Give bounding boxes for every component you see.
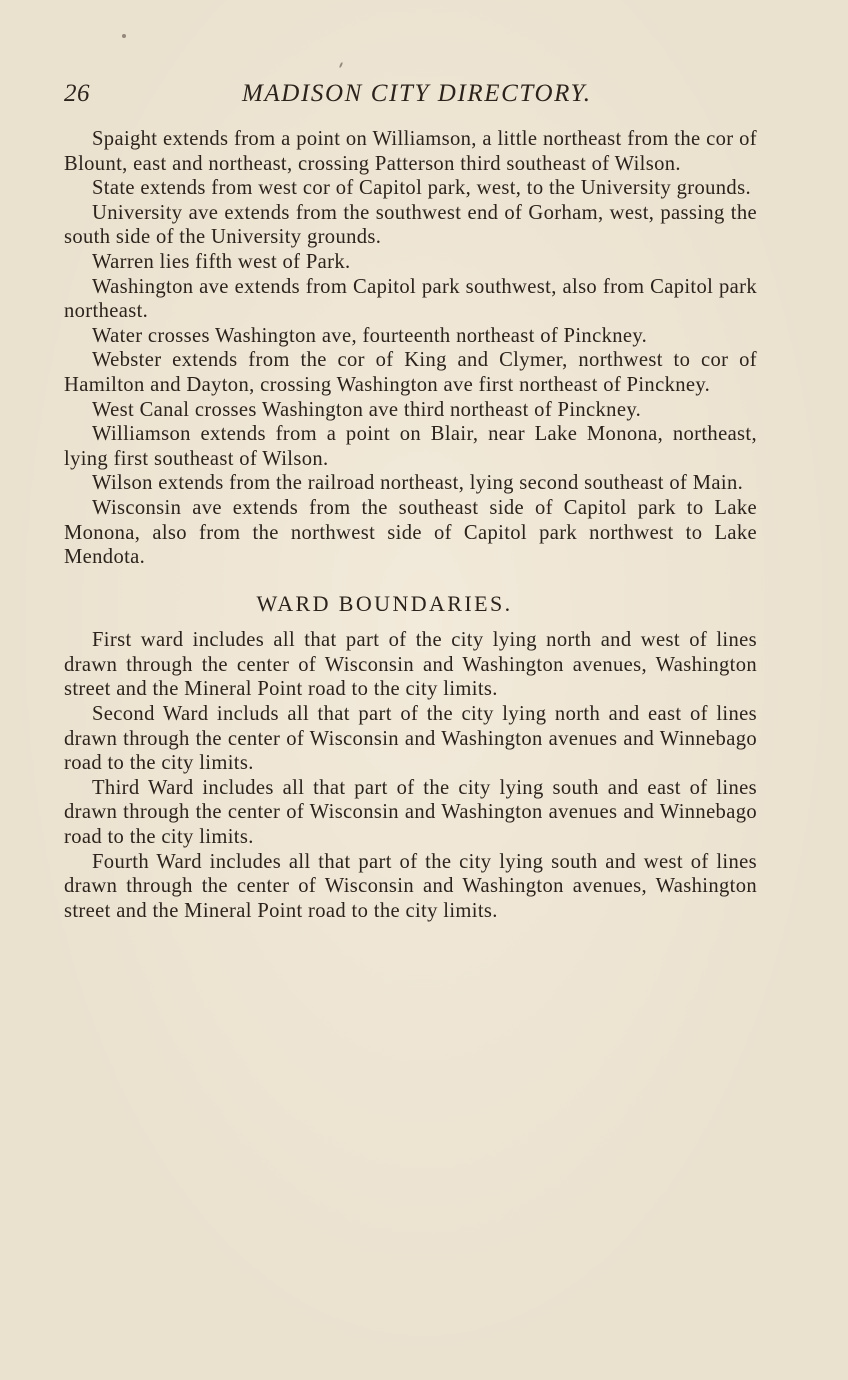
street-entry-wilson: Wilson extends from the railroad northeast, lying second southeast of Main. <box>92 472 744 495</box>
page-header <box>64 80 764 114</box>
street-entry-warren: Warren lies fifth west of Park. <box>92 250 351 273</box>
street-entry-state: State extends from west cor of Capitol park, west, to the University grounds. <box>92 177 751 200</box>
page-body <box>64 127 757 923</box>
street-entry-west-canal: West Canal crosses Washington ave third northeast of Pinckney. <box>92 398 642 421</box>
street-entries <box>64 127 757 570</box>
ward-entry-fourth: Fourth Ward includes all that part of the city lying south and west of lines drawn through the center of Wisconsin and Washington avenues, Washington street and the Mineral Point road to the city limits. <box>64 850 757 922</box>
running-title: MADISON CITY DIRECTORY. <box>242 80 592 107</box>
street-entry-university-ave: University ave extends from the southwest end of Gorham, west, passing the south side of the University grounds. <box>64 201 757 249</box>
ward-entries <box>64 628 757 923</box>
street-entry-williamson: Williamson extends from a point on Blair, near Lake Monona, northeast, lying first southeast of Wilson. <box>64 423 757 470</box>
ward-entry-first: First ward includes all that part of the city lying north and west of lines drawn through the center of Wisconsin and Washington avenues, Washington street and the Mineral Point road to the city limits. <box>64 629 757 701</box>
street-entry-washington-ave: Washington ave extends from Capitol park southwest, also from Capitol park northeast. <box>64 275 757 323</box>
street-entry-water: Water crosses Washington ave, fourteenth northeast of Pinckney. <box>92 324 648 347</box>
ink-speck <box>122 34 126 38</box>
ward-boundaries-heading: WARD BOUNDARIES. <box>256 590 513 616</box>
street-entry-webster: Webster extends from the cor of King and Clymer, northwest to cor of Hamilton and Dayton, crossing Washington ave first northeast of Pinckney. <box>64 349 757 396</box>
ink-speck <box>339 62 343 68</box>
ward-entry-third: Third Ward includes all that part of the city lying south and east of lines drawn through the center of Wisconsin and Washington avenues and Winnebago road to the city limits. <box>64 776 757 849</box>
street-entry-spaight: Spaight extends from a point on Williamson, a little northeast from the cor of Blount, east and northeast, crossing Patterson third southeast of Wilson. <box>64 128 757 175</box>
street-entry-wisconsin-ave: Wisconsin ave extends from the southeast side of Capitol park to Lake Monona, also from the northwest side of Capitol park northwest to Lake Mendota. <box>64 496 757 569</box>
page-number: 26 <box>64 80 90 107</box>
ward-entry-second: Second Ward includs all that part of the city lying north and east of lines drawn through the center of Wisconsin and Washington avenues and Winnebago road to the city limits. <box>64 703 757 775</box>
